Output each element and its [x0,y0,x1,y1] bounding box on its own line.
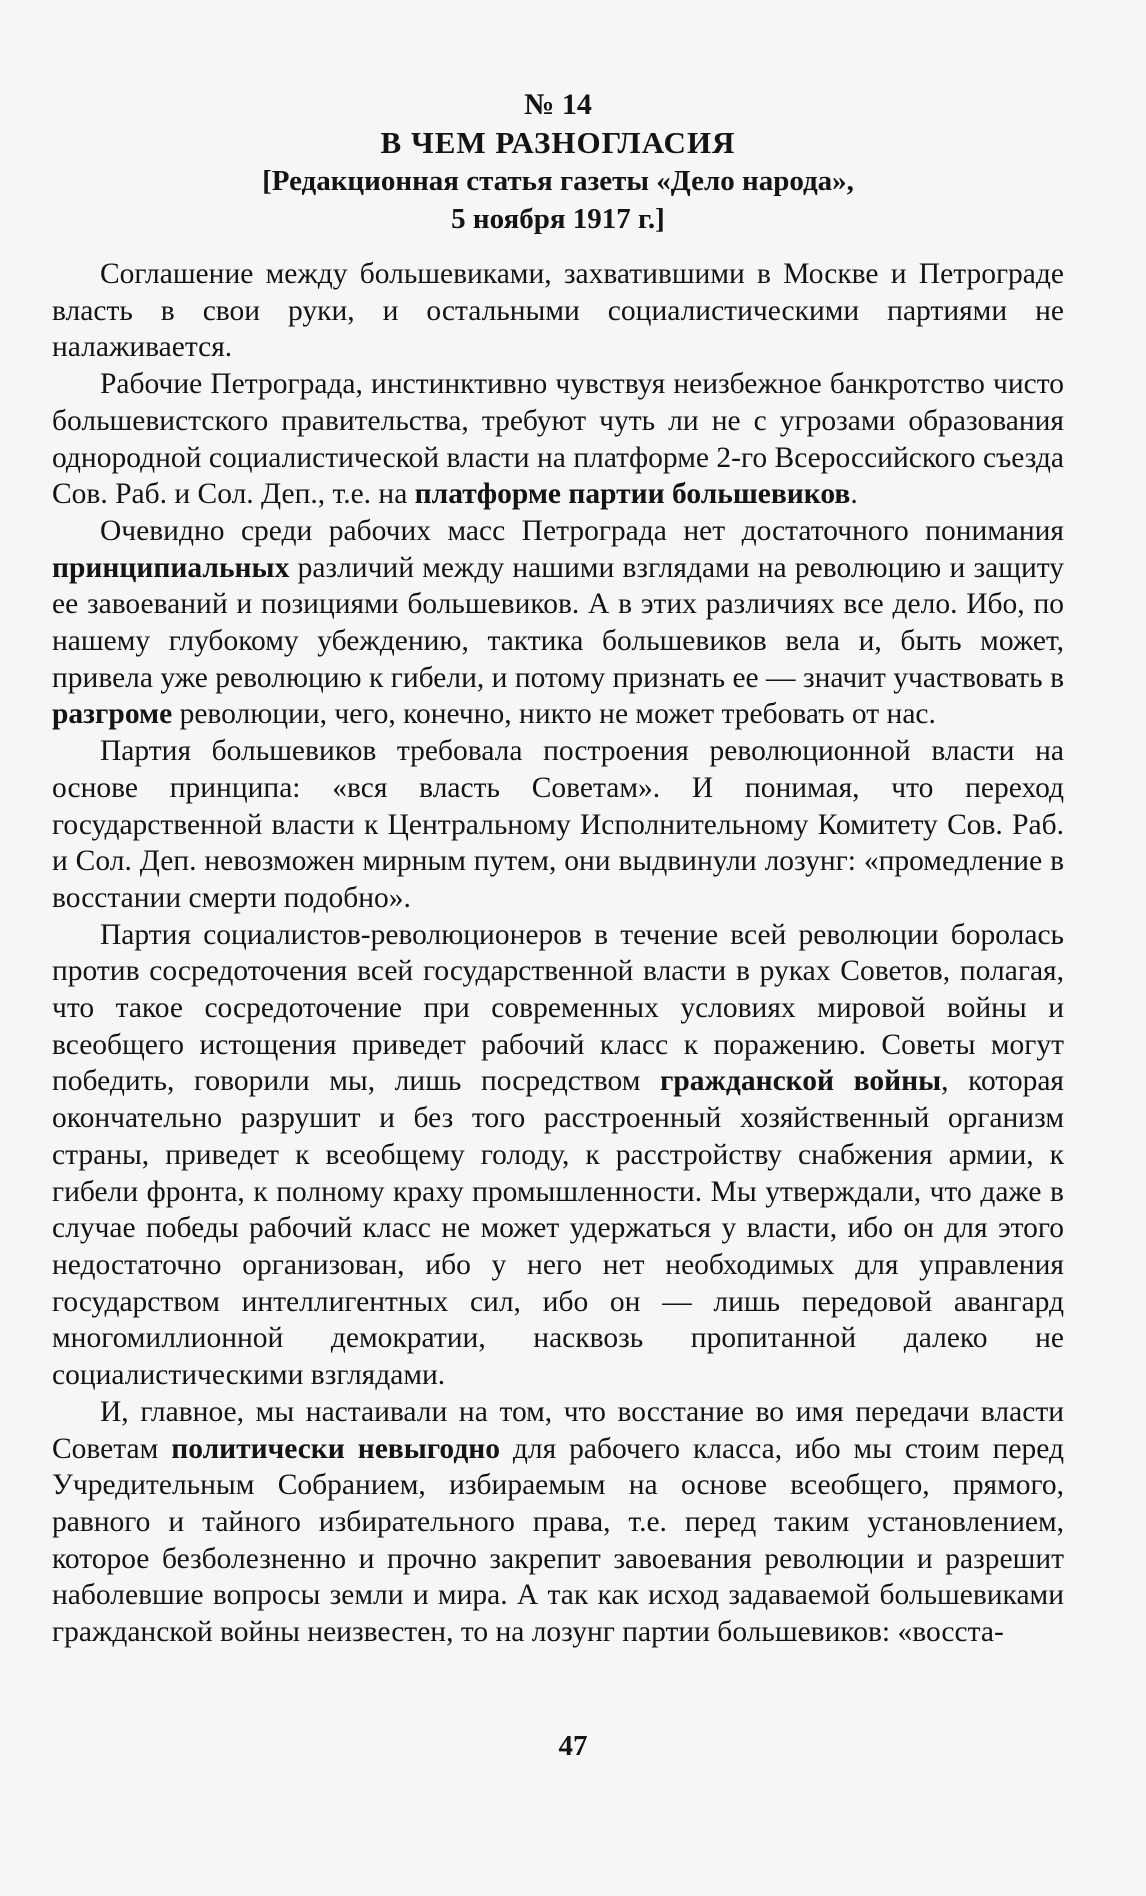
paragraph-text: И, главное, мы настаивали на том, что восстание во имя передачи власти Советам [52,1395,1064,1465]
emphasis-bold: платформе партии большевиков [414,478,851,511]
article-title: В ЧЕМ РАЗНОГЛАСИЯ [380,125,736,160]
paragraph-text: Рабочие Петрограда, инстинктивно чувствуя неизбежное банкротство чисто большевистского правительства, требуют чуть ли не с угрозами образования однородной социалистической власти на платформе 2-го Всероссийского съезда Сов. Раб. и Сол. Деп., т.е. на [52,368,1064,511]
paragraph-text: Очевидно среди рабочих масс Петрограда нет достаточного понимания [100,514,1064,547]
paragraph-1 [52,256,1064,366]
paragraph-text: Партия большевиков требовала построения революционной власти на основе принципа: «вся власть Советам». И понимая, что переход государственной власти к Центральному Исполнительному Комитету Сов. Раб. и Сол. Деп. невозможен мирным путем, они выдвинули лозунг: «промедление в восстании смерти подобно». [52,735,1064,914]
article-subtitle-line1: [Редакционная статья газеты «Дело народа», [262,165,854,197]
emphasis-bold: гражданской войны [659,1065,942,1098]
paragraph-2 [52,366,1064,513]
document-number: № 14 [524,88,592,121]
paragraph-6 [52,1394,1064,1651]
paragraph-text: Партия социалистов-революционеров в течение всей революции боролась против сосредоточения всей государственной власти в руках Советов, полагая, что такое сосредоточение при современных условиях мировой войны и всеобщего истощения приведет рабочий класс к поражению. Советы могут победить, говорили мы, лишь посредством [52,918,1064,1098]
article-header [52,86,1064,238]
paragraph-5 [52,917,1064,1394]
paragraph-text: Соглашение между большевиками, захватившими в Москве и Петрограде власть в свои руки, и остальными социалистическими партиями не налаживается. [52,258,1064,364]
article-subtitle-line2: 5 ноября 1917 г.] [451,203,665,235]
paragraph-text: . [850,478,858,511]
paragraph-text: революции, чего, конечно, никто не может требовать от нас. [172,698,936,731]
page-number: 47 [558,1730,588,1762]
paragraph-text: для рабочего класса, ибо мы стоим перед Учредительным Собранием, избираемым на основе всеобщего, прямого, равного и тайного избирательного права, т.е. перед таким установлением, которое безболезненно и прочно закрепит завоевания революции и разрешит наболевшие вопросы земли и мира. А так как исход задаваемой большевиками гражданской войны неизвестен, то на лозунг партии большевиков: «восста- [52,1432,1064,1649]
emphasis-bold: разгроме [52,698,173,731]
paragraph-3 [52,513,1064,733]
article-body [52,86,1064,1651]
emphasis-bold: политически невыгодно [171,1432,500,1465]
emphasis-bold: принципиальных [52,551,290,584]
paragraph-4 [52,733,1064,917]
paragraph-text: , которая окончательно разрушит и без того расстроенный хозяйственный организм страны, приведет к всеобщему голоду, к расстройству снабжения армии, к гибели фронта, к полному краху промышленности. Мы утверждали, что даже в случае победы рабочий класс не может удержаться у власти, ибо он для этого недостаточно организован, ибо у него нет необходимых для управления государством интеллигентных сил, ибо он — лишь передовой авангард многомиллионной демократии, насквозь пропитанной далеко не социалистическими взглядами. [52,1065,1064,1392]
paragraph-text: различий между нашими взглядами на революцию и защиту ее завоеваний и позициями большевиков. А в этих различиях все дело. Ибо, по нашему глубокому убеждению, тактика большевиков вела и, быть может, привела уже революцию к гибели, и потому признать ее — значит участвовать в [52,551,1064,694]
